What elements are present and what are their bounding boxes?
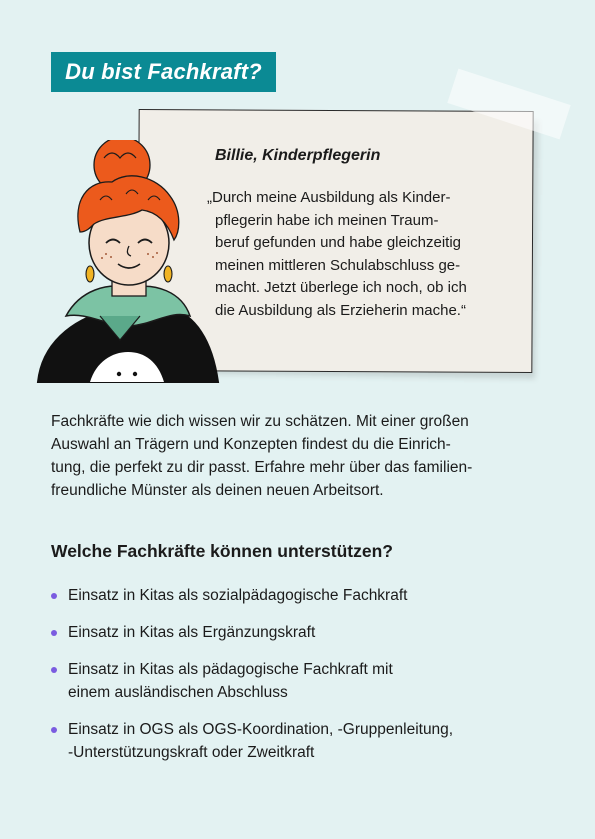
list-item-line: Einsatz in Kitas als Ergänzungskraft: [68, 624, 316, 641]
intro-line: tung, die perfekt zu dir passt. Erfahre mehr über das familien-: [51, 459, 473, 476]
list-item-line: Einsatz in OGS als OGS-Koordination, -Gruppenleitung,: [68, 721, 454, 738]
list-item-line: Einsatz in Kitas als sozialpädagogische Fachkraft: [68, 587, 408, 604]
quote-line: meinen mittleren Schulabschluss ge-: [215, 256, 461, 274]
list-item-line: einem ausländischen Abschluss: [68, 684, 288, 701]
intro-line: Fachkräfte wie dich wissen wir zu schätzen. Mit einer großen: [51, 413, 469, 430]
list-item: [51, 621, 571, 644]
list-item: [51, 718, 571, 764]
quote-line: „Durch meine Ausbildung als Kinder-: [207, 189, 451, 206]
qualification-list: [51, 584, 571, 778]
list-item-line: -Unterstützungskraft oder Zweitkraft: [68, 744, 315, 761]
intro-paragraph: [51, 410, 551, 502]
quote-line: macht. Jetzt überlege ich noch, ob ich: [215, 279, 467, 296]
bullet-icon: [51, 667, 57, 673]
list-item: [51, 658, 571, 704]
intro-line: freundliche Münster als deinen neuen Arbeitsort.: [51, 482, 384, 499]
section-title: Du bist Fachkraft?: [65, 59, 262, 84]
section-heading: Welche Fachkräfte können unterstützen?: [51, 541, 393, 561]
character-illustration: [30, 140, 230, 390]
quote-line: die Ausbildung als Erzieherin mache.“: [215, 301, 466, 319]
quote-author: Billie, Kinderpflegerin: [215, 147, 381, 164]
bullet-icon: [51, 630, 57, 636]
quote-line: pflegerin habe ich meinen Traum-: [215, 211, 439, 229]
intro-line: Auswahl an Trägern und Konzepten findest du die Einrich-: [51, 436, 451, 453]
bullet-icon: [51, 727, 57, 733]
list-item-line: Einsatz in Kitas als pädagogische Fachkraft mit: [68, 661, 393, 678]
list-item: [51, 584, 571, 607]
section-title-banner: [51, 52, 276, 92]
bullet-icon: [51, 593, 57, 599]
quote-line: beruf gefunden und habe gleichzeitig: [215, 234, 462, 251]
quote-text: [207, 187, 517, 322]
